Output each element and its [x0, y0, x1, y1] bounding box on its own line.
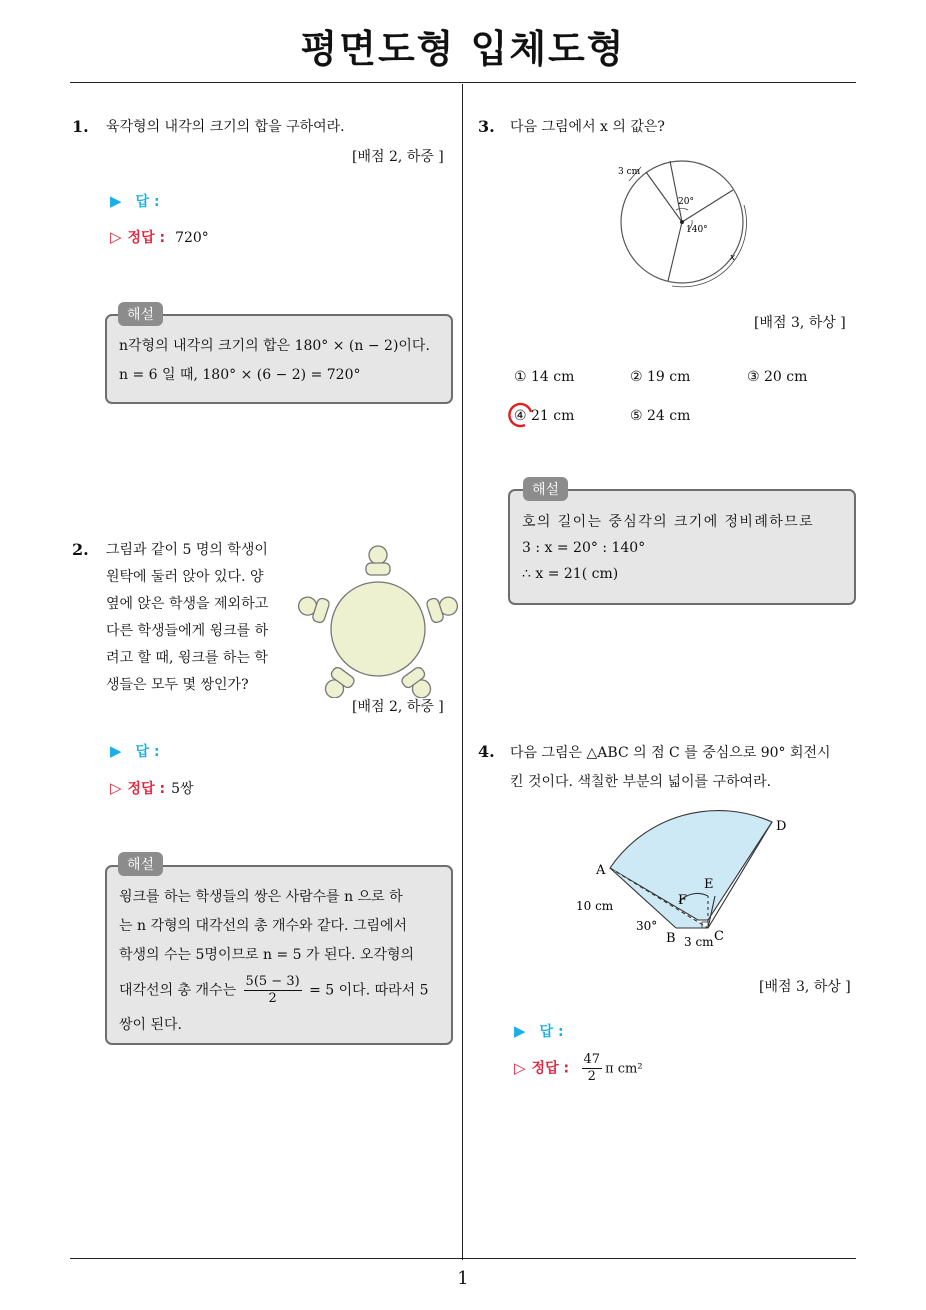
fig-point-E: E	[704, 877, 714, 892]
q3-text: 다음 그림에서 x 의 값은?	[510, 119, 665, 135]
student-left	[298, 592, 330, 624]
q4-correct-row	[514, 1052, 643, 1085]
q1-correct-row	[110, 227, 209, 247]
shaded-region	[610, 811, 772, 920]
q2-answer-row[interactable]	[110, 741, 160, 761]
play-icon: ▶	[110, 742, 122, 760]
q2-explain-fraction-line	[119, 974, 439, 1007]
outline-play-icon: ▷	[110, 779, 122, 797]
footer-divider	[70, 1258, 856, 1259]
q2-text-line: 그림과 같이 5 명의 학생이	[106, 542, 268, 558]
q2-explain-frac-prefix: 대각선의 총 개수는	[119, 982, 237, 999]
page-title: 평면도형 입체도형	[300, 27, 626, 71]
student-top	[366, 546, 390, 575]
fig-length-3cm: 3 cm	[684, 935, 714, 949]
fig-label-140deg: 140°	[686, 225, 708, 235]
q2-answer-label: 답 :	[135, 744, 160, 760]
q1-text: 육각형의 내각의 크기의 합을 구하여라.	[106, 119, 345, 135]
q4-answer-label: 답 :	[539, 1024, 564, 1040]
q3-explanation-box	[508, 489, 856, 605]
q1-explanation-box	[105, 314, 453, 404]
outline-play-icon: ▷	[514, 1058, 526, 1077]
q2-score: [배점 2, 하중 ]	[352, 699, 444, 715]
fraction-denominator: 2	[268, 991, 277, 1006]
q3-explain-tag: 해설	[523, 477, 568, 501]
round-table	[331, 582, 425, 676]
q1-answer-label: 답 :	[135, 194, 160, 210]
student-bottom-right	[400, 666, 436, 698]
q3-option-2[interactable]: ② 19 cm	[630, 369, 691, 385]
q2-explanation-box	[105, 865, 453, 1045]
fig-angle-30: 30°	[636, 919, 658, 933]
q4-correct-label: 정답 :	[531, 1060, 570, 1077]
play-icon: ▶	[514, 1022, 526, 1040]
q2-explain-line: 윙크를 하는 학생들의 쌍은 사람수를 n 으로 하	[119, 889, 403, 905]
q4-correct-unit: π cm²	[605, 1061, 643, 1077]
q2-explain-line: 학생의 수는 5명이므로 n = 5 가 된다. 오각형의	[119, 947, 414, 963]
q1-answer-row[interactable]	[110, 191, 160, 211]
q4-text-line: 다음 그림은 △ABC 의 점 C 를 중심으로 90° 회전시	[510, 745, 831, 761]
q2-text	[106, 537, 268, 699]
q1-explain-line: n = 6 일 때, 180° × (6 − 2) = 720°	[119, 367, 361, 383]
q4-number: 4.	[478, 742, 495, 761]
q3-explain-line: 호의 길이는 중심각의 크기에 정비례하므로	[522, 514, 815, 530]
column-divider	[462, 84, 463, 1260]
fig-label-3cm: 3 cm	[618, 167, 641, 177]
q1-number: 1.	[72, 117, 89, 136]
q3-option-4[interactable]: ④ 21 cm	[514, 408, 575, 424]
outline-play-icon: ▷	[110, 228, 122, 246]
selected-answer-circle	[506, 400, 536, 430]
q2-text-line: 생들은 모두 몇 쌍인가?	[106, 677, 249, 693]
q4-correct-fraction	[582, 1052, 603, 1085]
q3-option-5[interactable]: ⑤ 24 cm	[630, 408, 691, 424]
q3-explain-line: ∴ x = 21( cm)	[522, 566, 619, 582]
q2-explain-frac-suffix: = 5 이다. 따라서 5	[309, 982, 429, 999]
q2-text-line: 려고 할 때, 윙크를 하는 학	[106, 650, 268, 666]
q2-correct-label: 정답 :	[127, 781, 166, 797]
q2-number: 2.	[72, 540, 89, 559]
fig-point-C: C	[714, 929, 724, 944]
q2-fraction	[244, 974, 302, 1007]
fig-label-20deg: 20°	[678, 197, 694, 207]
fig-point-B: B	[666, 931, 676, 946]
q3-score: [배점 3, 하상 ]	[754, 315, 846, 331]
fig-label-x: x	[730, 253, 736, 263]
fig-length-10cm: 10 cm	[576, 899, 614, 913]
q1-explain-tag: 해설	[118, 302, 163, 326]
q2-text-line: 옆에 앉은 학생을 제외하고	[106, 596, 269, 612]
circle-sector-figure	[612, 150, 762, 290]
q4-text	[510, 739, 831, 797]
round-table-figure	[298, 540, 458, 698]
q3-number: 3.	[478, 117, 495, 136]
fig-point-A: A	[596, 863, 606, 878]
q2-explain-line: 는 n 각형의 대각선의 총 개수와 같다. 그림에서	[119, 918, 408, 934]
fraction-numerator: 5(5 − 3)	[245, 974, 300, 989]
fraction-denominator: 2	[587, 1069, 596, 1084]
q4-score: [배점 3, 하상 ]	[759, 979, 851, 995]
q2-explain-line: 쌍이 된다.	[119, 1017, 182, 1033]
q4-text-line: 킨 것이다. 색칠한 부분의 넓이를 구하여라.	[510, 774, 772, 790]
q1-score: [배점 2, 하중 ]	[352, 149, 444, 165]
q3-option-1[interactable]: ① 14 cm	[514, 369, 575, 385]
q1-correct-label: 정답 :	[127, 230, 166, 246]
q2-text-line: 다른 학생들에게 윙크를 하	[106, 623, 269, 639]
q2-correct-value: 5쌍	[171, 781, 194, 797]
q3-option-3[interactable]: ③ 20 cm	[747, 369, 808, 385]
q2-explain-tag: 해설	[118, 852, 163, 876]
student-bottom-left	[320, 666, 356, 698]
student-right	[426, 592, 458, 624]
q1-correct-value: 720°	[175, 230, 209, 246]
rotation-figure	[572, 808, 802, 958]
q4-answer-row[interactable]	[514, 1021, 564, 1041]
fig-point-F: F	[678, 893, 688, 908]
q2-text-line: 원탁에 둘러 앉아 있다. 양	[106, 569, 264, 585]
q2-correct-row	[110, 778, 194, 798]
header-divider	[70, 82, 856, 83]
page-number: 1	[457, 1268, 469, 1289]
q1-explain-line: n각형의 내각의 크기의 합은 180° × (n − 2)이다.	[119, 338, 430, 354]
q3-explain-line: 3 : x = 20° : 140°	[522, 540, 646, 556]
fraction-numerator: 47	[583, 1052, 601, 1067]
fig-point-D: D	[776, 819, 787, 834]
play-icon: ▶	[110, 192, 122, 210]
